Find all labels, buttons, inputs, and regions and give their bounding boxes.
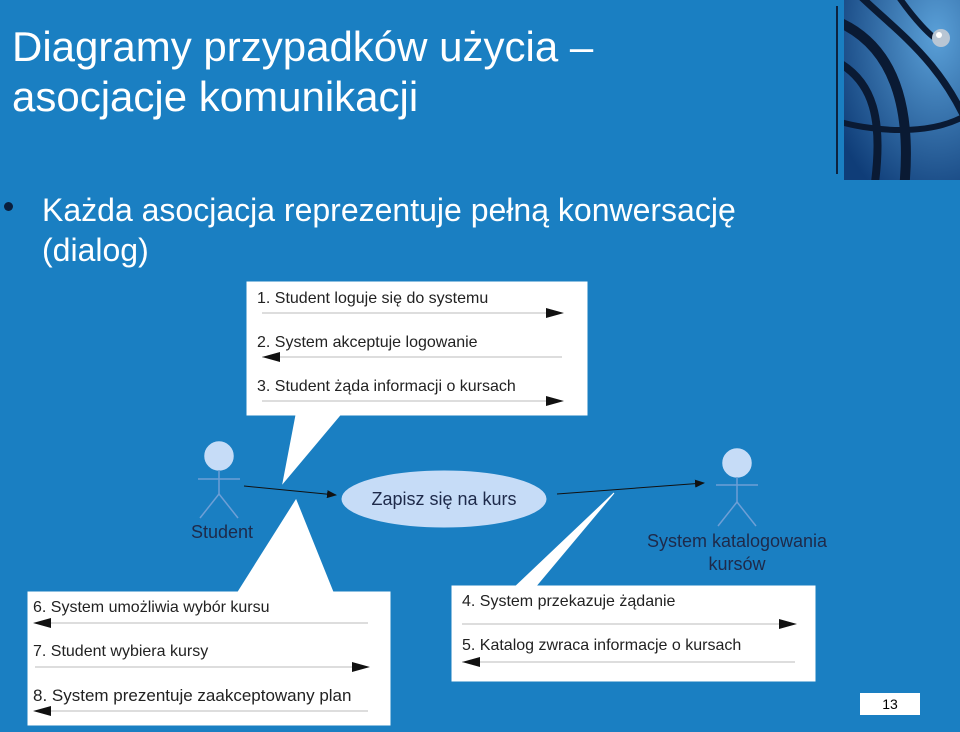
page-number: 13 [860, 693, 920, 715]
callout-bl-msg-3: 8. System prezentuje zaakceptowany plan [33, 686, 352, 705]
bullet-line-1: Każda asocjacja reprezentuje pełną konwersację [42, 192, 736, 228]
actor-label-system-line-2: kursów [708, 554, 766, 574]
callout-top-msg-2: 2. System akceptuje logowanie [257, 334, 478, 351]
callout-br-msg-1: 4. System przekazuje żądanie [462, 593, 676, 610]
student-actor-figure [198, 442, 240, 518]
actor-label-system-line-1: System katalogowania [646, 531, 828, 551]
callout-bl-msg-2: 7. Student wybiera kursy [33, 643, 209, 660]
callout-top-msg-1: 1. Student loguje się do systemu [257, 290, 489, 307]
slide-title-line-1: Diagramy przypadków użycia – [12, 23, 594, 70]
association-student-usecase [244, 486, 336, 495]
slide-title-line-2: asocjacje komunikacji [12, 73, 419, 120]
use-case-label: Zapisz się na kurs [371, 489, 517, 509]
bullet-line-2: (dialog) [42, 232, 149, 268]
system-actor-figure [716, 449, 758, 526]
actor-label-system [624, 530, 850, 576]
callout-br-msg-2: 5. Katalog zwraca informacje o kursach [462, 637, 742, 654]
association-usecase-system [557, 483, 704, 494]
actor-label-student: Student [190, 522, 254, 542]
callout-bl-msg-1: 6. System umożliwia wybór kursu [33, 599, 270, 616]
callout-top-msg-3: 3. Student żąda informacji o kursach [257, 378, 516, 395]
